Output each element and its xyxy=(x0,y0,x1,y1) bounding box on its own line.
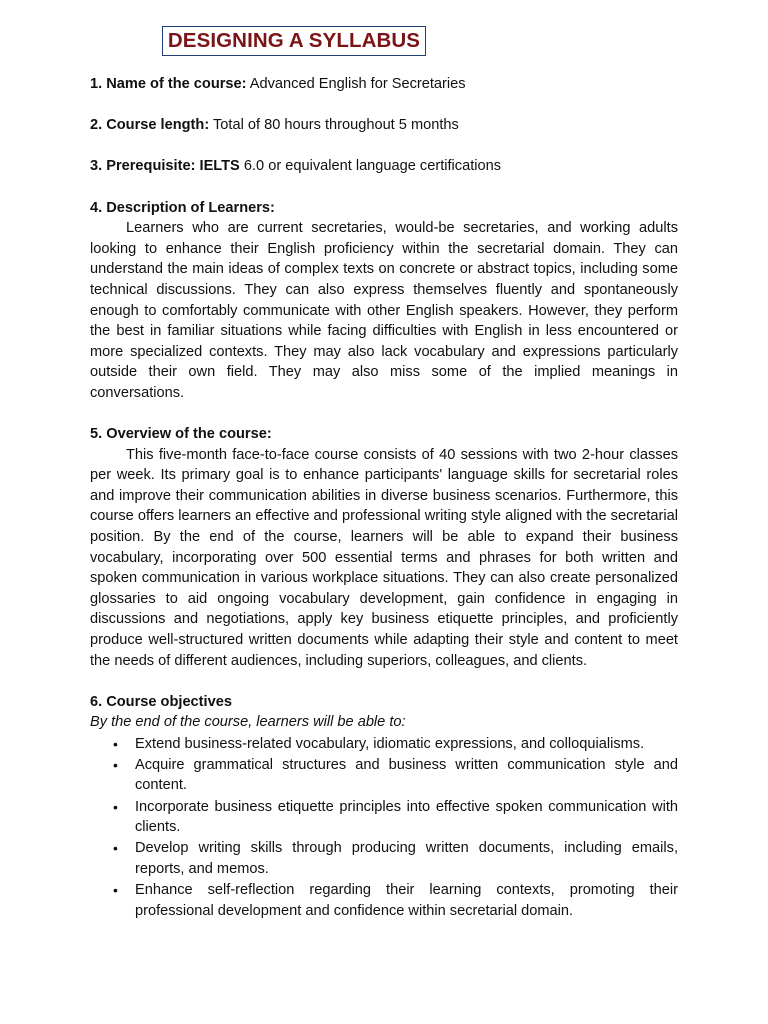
objectives-heading: 6. Course objectives xyxy=(90,693,232,710)
list-item: • Enhance self-reflection regarding their learning contexts, promoting their professional development and confidence within secretarial domain. xyxy=(113,882,678,919)
overview-heading: 5. Overview of the course: xyxy=(90,426,272,443)
course-length-label: 2. Course length: xyxy=(90,117,210,134)
bullet-icon: • xyxy=(113,882,118,899)
prerequisite-highlight: IELTS xyxy=(199,158,240,175)
document-body xyxy=(90,64,678,921)
page-title: DESIGNING A SYLLABUS xyxy=(162,26,426,56)
list-item: • Incorporate business etiquette principles into effective spoken communication with clients. xyxy=(113,798,678,836)
course-name-value: Advanced English for Secretaries xyxy=(249,76,466,92)
prerequisite-label: 3. Prerequisite: xyxy=(90,158,196,175)
prerequisite xyxy=(90,156,678,177)
learners-description: Learners who are current secretaries, would-be secretaries, and working adults looking to enhance their English proficiency within the secretarial domain. They can understand the main ideas of complex texts on concrete or abstract topics, including some technical discussions. They can also express themselves fluently and spontaneously enough to comfortably communicate with other English speakers. However, they perform the best in familiar situations while facing difficulties with English in less encountered or more specialized contexts. They may also lack vocabulary and expressions particularly outside their own field. They may also miss some of the implied meanings in conversations. xyxy=(90,220,678,401)
list-item: • Extend business-related vocabulary, idiomatic expressions, and colloquialisms. xyxy=(90,734,678,755)
course-length xyxy=(90,115,678,136)
overview-description: This five-month face-to-face course consists of 40 sessions with two 2-hour classes per week. Its primary goal is to enhance participants' language skills for secretarial roles and improve their communication abilities in diverse business scenarios. Furthermore, this course offers learners an effective and professional writing style aligned with the secretarial position. By the end of the course, learners will be able to expand their business vocabulary, incorporating over 500 essential terms and phrases for both written and spoken communication in various workplace situations. They can also create personalized glossaries to aid ongoing vocabulary development, gain confidence in engaging in discussions and negotiations, apply key business etiquette principles, and proficiently produce well-structured written documents while adapting their style and content to meet the needs of different audiences, including superiors, colleagues, and clients. xyxy=(90,446,678,669)
bullet-icon: • xyxy=(113,756,118,773)
list-item: • Acquire grammatical structures and business written communication style and content. xyxy=(113,756,678,794)
list-item: • Develop writing skills through producing written documents, including emails, reports, and memos. xyxy=(113,840,678,877)
objectives-list xyxy=(90,734,678,922)
bullet-icon: • xyxy=(113,840,118,857)
bullet-icon: • xyxy=(113,798,118,815)
objectives-intro: By the end of the course, learners will be able to: xyxy=(90,714,406,731)
prerequisite-value: 6.0 or equivalent language certifications xyxy=(243,158,502,175)
course-name-label: 1. Name of the course: xyxy=(90,76,247,92)
course-name xyxy=(90,74,678,95)
title-wrap xyxy=(0,0,678,56)
course-length-value: Total of 80 hours throughout 5 months xyxy=(213,117,459,134)
bullet-icon: • xyxy=(113,735,118,752)
learners-heading: 4. Description of Learners: xyxy=(90,199,275,216)
